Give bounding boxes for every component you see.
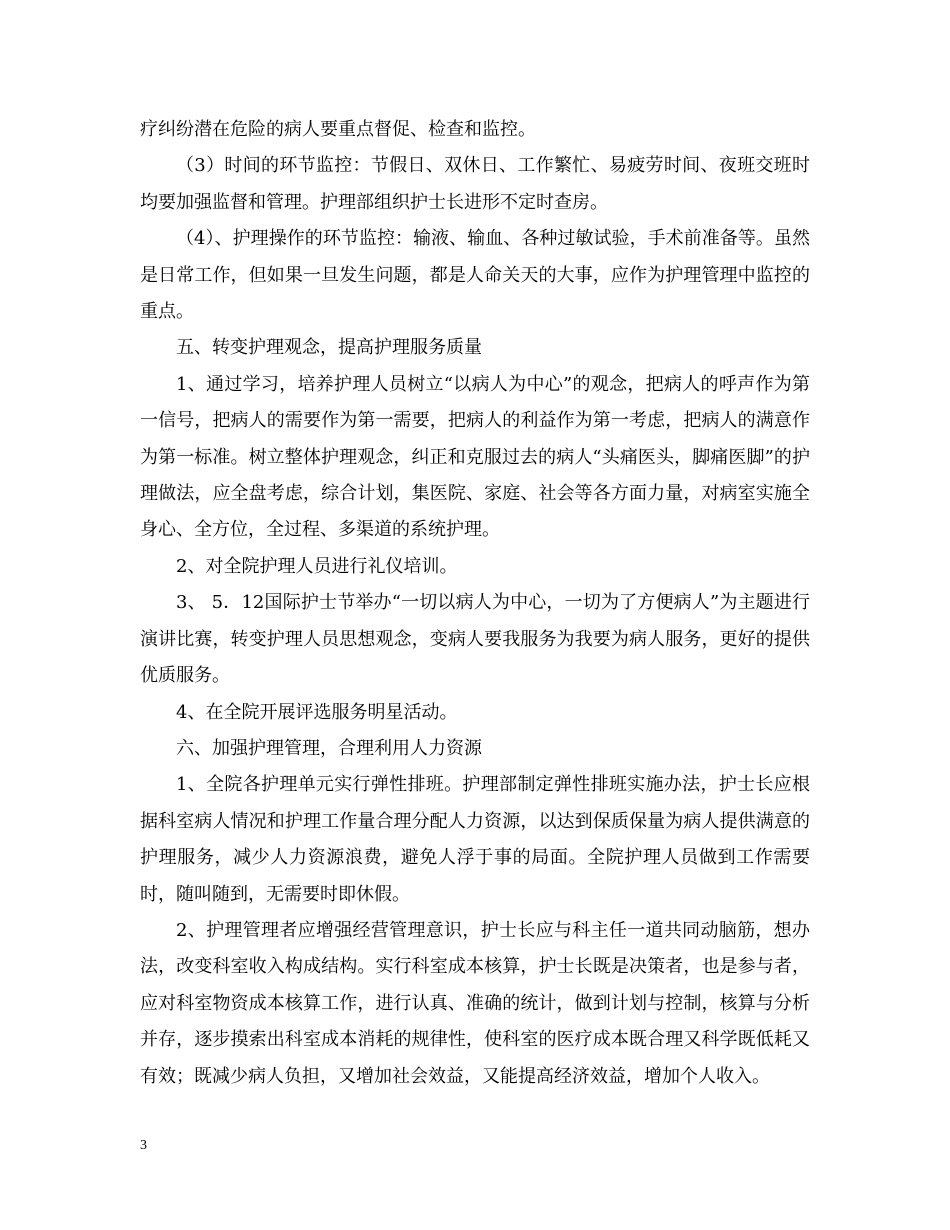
section-heading-five: 五、转变护理观念，提高护理服务质量	[176, 337, 482, 359]
paragraph-nurses-day: 3、 5．12国际护士节举办“一切以病人为中心，一切为了方便病人”为主题进行演讲比赛，转变护理人员思想观念，变病人要我服务为我要为病人服务，更好的提供优质服务。	[140, 592, 810, 687]
paragraph-continuation: 疗纠纷潜在危险的病人要重点督促、检查和监控。	[140, 119, 536, 140]
body-text	[140, 112, 810, 1095]
paragraph-patient-centered: 1、通过学习，培养护理人员树立“以病人为中心”的观念，把病人的呼声作为第一信号，把病人的需要作为第一需要，把病人的利益作为第一考虑，把病人的满意作为第一标准。树立整体护理观念，纠正和克服过去的病人“头痛医头，脚痛医脚”的护理做法，应全盘考虑，综合计划，集医院、家庭、社会等各方面力量，对病室实施全身心、全方位，全过程、多渠道的系统护理。	[140, 373, 810, 541]
page-number: 3	[140, 1138, 147, 1153]
paragraph-flexible-scheduling: 1、全院各护理单元实行弹性排班。护理部制定弹性排班实施办法，护士长应根据科室病人情况和护理工作量合理分配人力资源，以达到保质保量为病人提供满意的护理服务，减少人力资源浪费，避免人浮于事的局面。全院护理人员做到工作需要时，随叫随到，无需要时即休假。	[140, 774, 810, 905]
paragraph-cost-management: 2、护理管理者应增强经营管理意识，护士长应与科主任一道共同动脑筋，想办法，改变科室收入构成结构。实行科室成本核算，护士长既是决策者，也是参与者，应对科室物资成本核算工作，进行认真、准确的统计，做到计划与控制，核算与分析并存，逐步摸索出科室成本消耗的规律性，使科室的医疗成本既合理又科学既低耗又有效；既减少病人负担，又增加社会效益，又能提高经济效益，增加个人收入。	[140, 919, 810, 1087]
paragraph-time-monitoring: （3）时间的环节监控：节假日、双休日、工作繁忙、易疲劳时间、夜班交班时均要加强监督和管理。护理部组织护士长进形不定时查房。	[140, 155, 810, 213]
paragraph-service-star: 4、在全院开展评选服务明星活动。	[176, 701, 458, 723]
section-heading-six: 六、加强护理管理，合理利用人力资源	[176, 737, 482, 759]
paragraph-operation-monitoring: （4）、护理操作的环节监控：输液、输血、各种过敏试验，手术前准备等。虽然是日常工作，但如果一旦发生问题，都是人命关天的大事，应作为护理管理中监控的重点。	[140, 228, 810, 323]
paragraph-etiquette-training: 2、对全院护理人员进行礼仪培训。	[176, 555, 458, 577]
